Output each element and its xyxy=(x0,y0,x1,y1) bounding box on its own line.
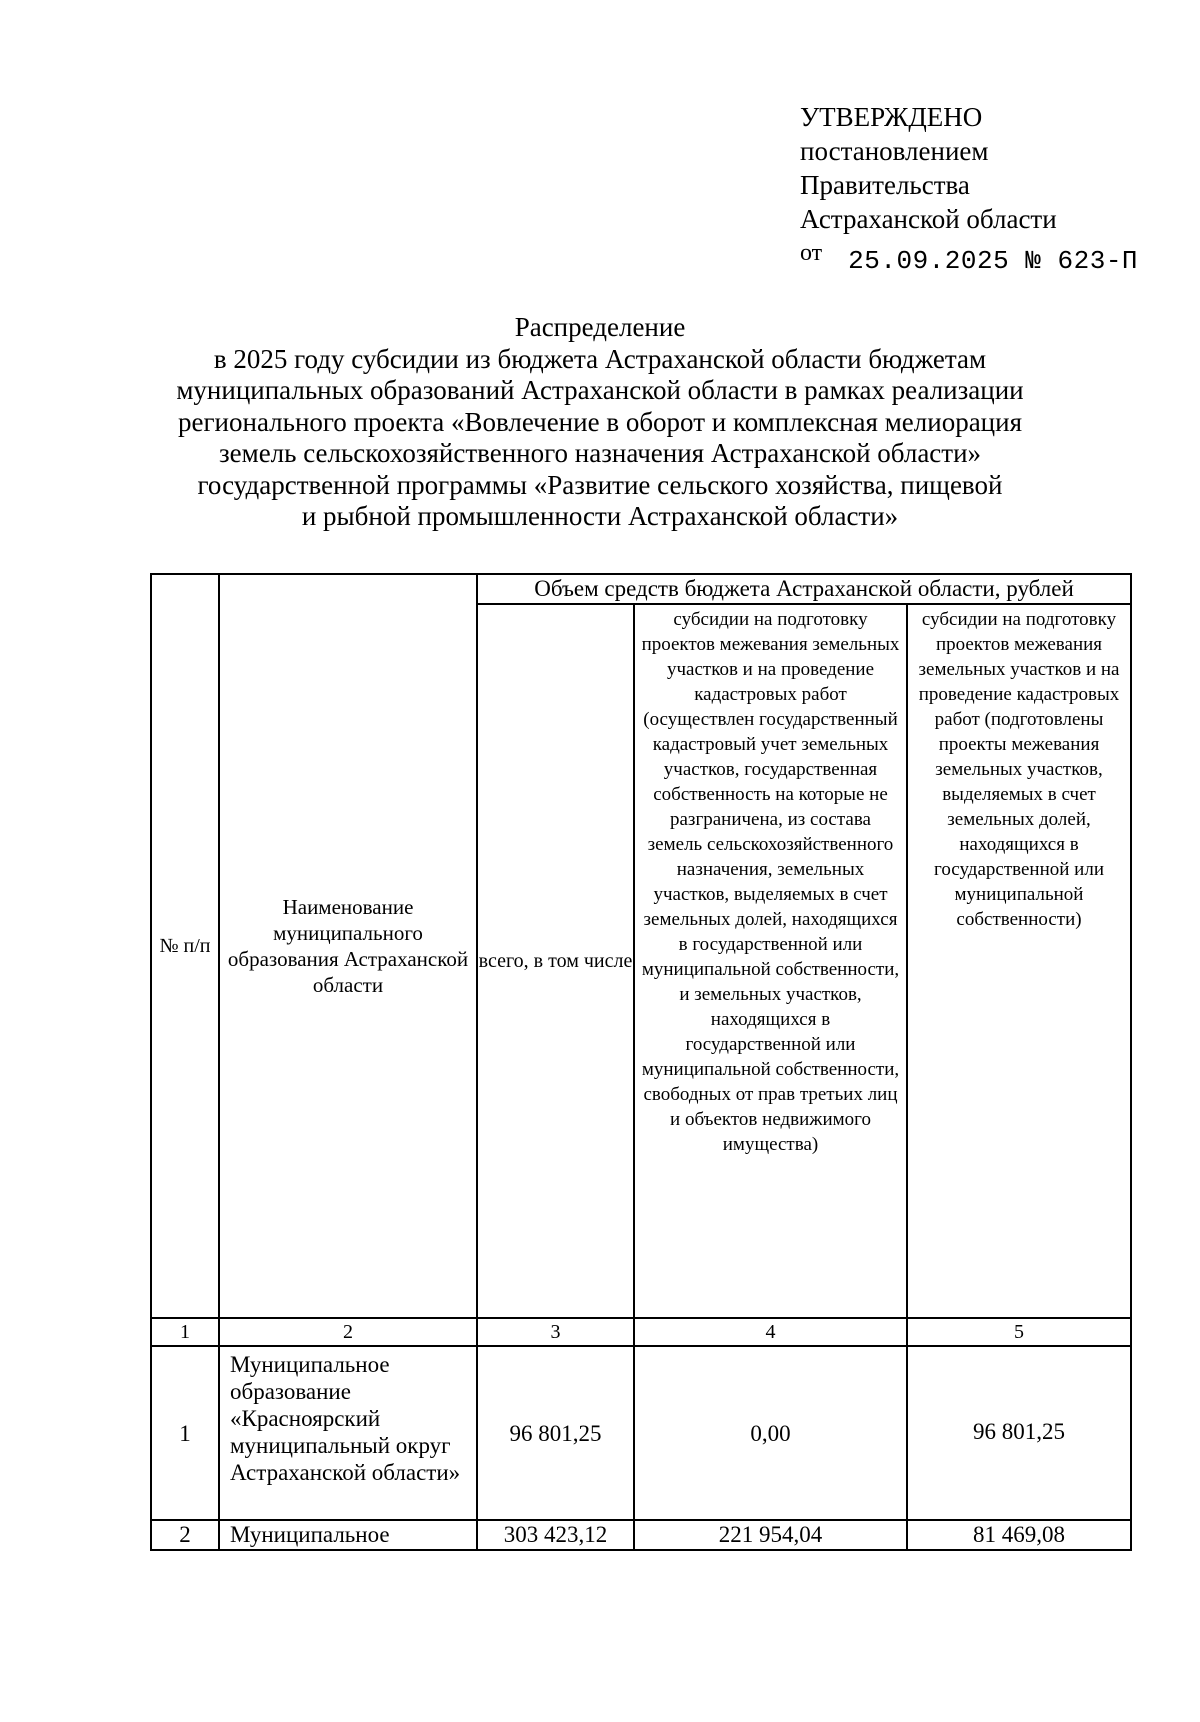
title-line-3: муниципальных образований Астраханской области в рамках реализации xyxy=(176,375,1024,405)
row-subsidy-cadastral: 221 954,04 xyxy=(634,1520,907,1550)
title-line-5: земель сельскохозяйственного назначения Астраханской области» xyxy=(218,438,982,468)
table-row xyxy=(151,1520,1131,1550)
header-row-1 xyxy=(151,574,1131,604)
approval-from-label: от xyxy=(800,240,823,266)
title-line-4: регионального проекта «Вовлечение в оборот и комплексная мелиорация xyxy=(177,406,1022,437)
approval-authority: Правительства xyxy=(800,170,970,200)
header-subsidy-cadastral-registered: субсидии на подготовку проектов межевания земельных участков и на проведение кадастровых работ (осуществлен государственный кадастровый учет земельных участков, государственная собственность на которые не разграничена, из состава земель сельскохозяйственного назначения, земельных участков, выделяемых в счет земельных долей, находящихся в государственной или муниципальной собственности, и земельных участков, находящихся в государственной или муниципальной собственности, свободных от прав третьих лиц и объектов недвижимого имущества) xyxy=(634,604,907,1318)
approval-stamp xyxy=(800,100,1139,276)
column-number-row xyxy=(151,1318,1131,1346)
column-number-1: 1 xyxy=(151,1318,219,1346)
header-number: № п/п xyxy=(151,574,219,1318)
column-number-2: 2 xyxy=(219,1318,477,1346)
approval-decree-line xyxy=(800,236,1139,276)
title-line-2: в 2025 году субсидии из бюджета Астраханской области бюджетам xyxy=(213,343,987,374)
table-row xyxy=(151,1346,1131,1520)
title-line-7: и рыбной промышленности Астраханской области» xyxy=(301,501,899,531)
approval-region: Астраханской области xyxy=(800,204,1057,234)
approval-decree-number: 25.09.2025 № 623-П xyxy=(848,246,1139,276)
row-subsidy-survey: 81 469,08 xyxy=(907,1520,1131,1550)
row-municipality-name: Муниципальное xyxy=(219,1520,477,1550)
header-budget-group: Объем средств бюджета Астраханской области, рублей xyxy=(477,574,1131,604)
header-total: всего, в том числе xyxy=(477,604,634,1318)
row-municipality-name: Муниципальное образование «Красноярский муниципальный округ Астраханской области» xyxy=(219,1346,477,1520)
approval-decree-type: постановлением xyxy=(800,136,989,166)
header-municipality-name: Наименование муниципального образования Астраханской области xyxy=(219,574,477,1318)
column-number-4: 4 xyxy=(634,1318,907,1346)
header-subsidy-survey-projects: субсидии на подготовку проектов межевания земельных участков и на проведение кадастровых работ (подготовлены проекты межевания земельных участков, выделяемых в счет земельных долей, находящихся в государственной или муниципальной собственности) xyxy=(907,604,1131,1318)
column-number-5: 5 xyxy=(907,1318,1131,1346)
row-subsidy-cadastral: 0,00 xyxy=(634,1346,907,1520)
column-number-3: 3 xyxy=(477,1318,634,1346)
document-title xyxy=(130,312,1070,533)
title-line-1: Распределение xyxy=(514,312,686,342)
approval-heading: УТВЕРЖДЕНО xyxy=(800,102,983,132)
row-number: 2 xyxy=(151,1520,219,1550)
row-number: 1 xyxy=(151,1346,219,1520)
row-total: 303 423,12 xyxy=(477,1520,634,1550)
row-subsidy-survey: 96 801,25 xyxy=(907,1346,1131,1520)
row-total: 96 801,25 xyxy=(477,1346,634,1520)
distribution-table xyxy=(150,573,1132,1551)
title-line-6: государственной программы «Развитие сельского хозяйства, пищевой xyxy=(197,469,1003,500)
